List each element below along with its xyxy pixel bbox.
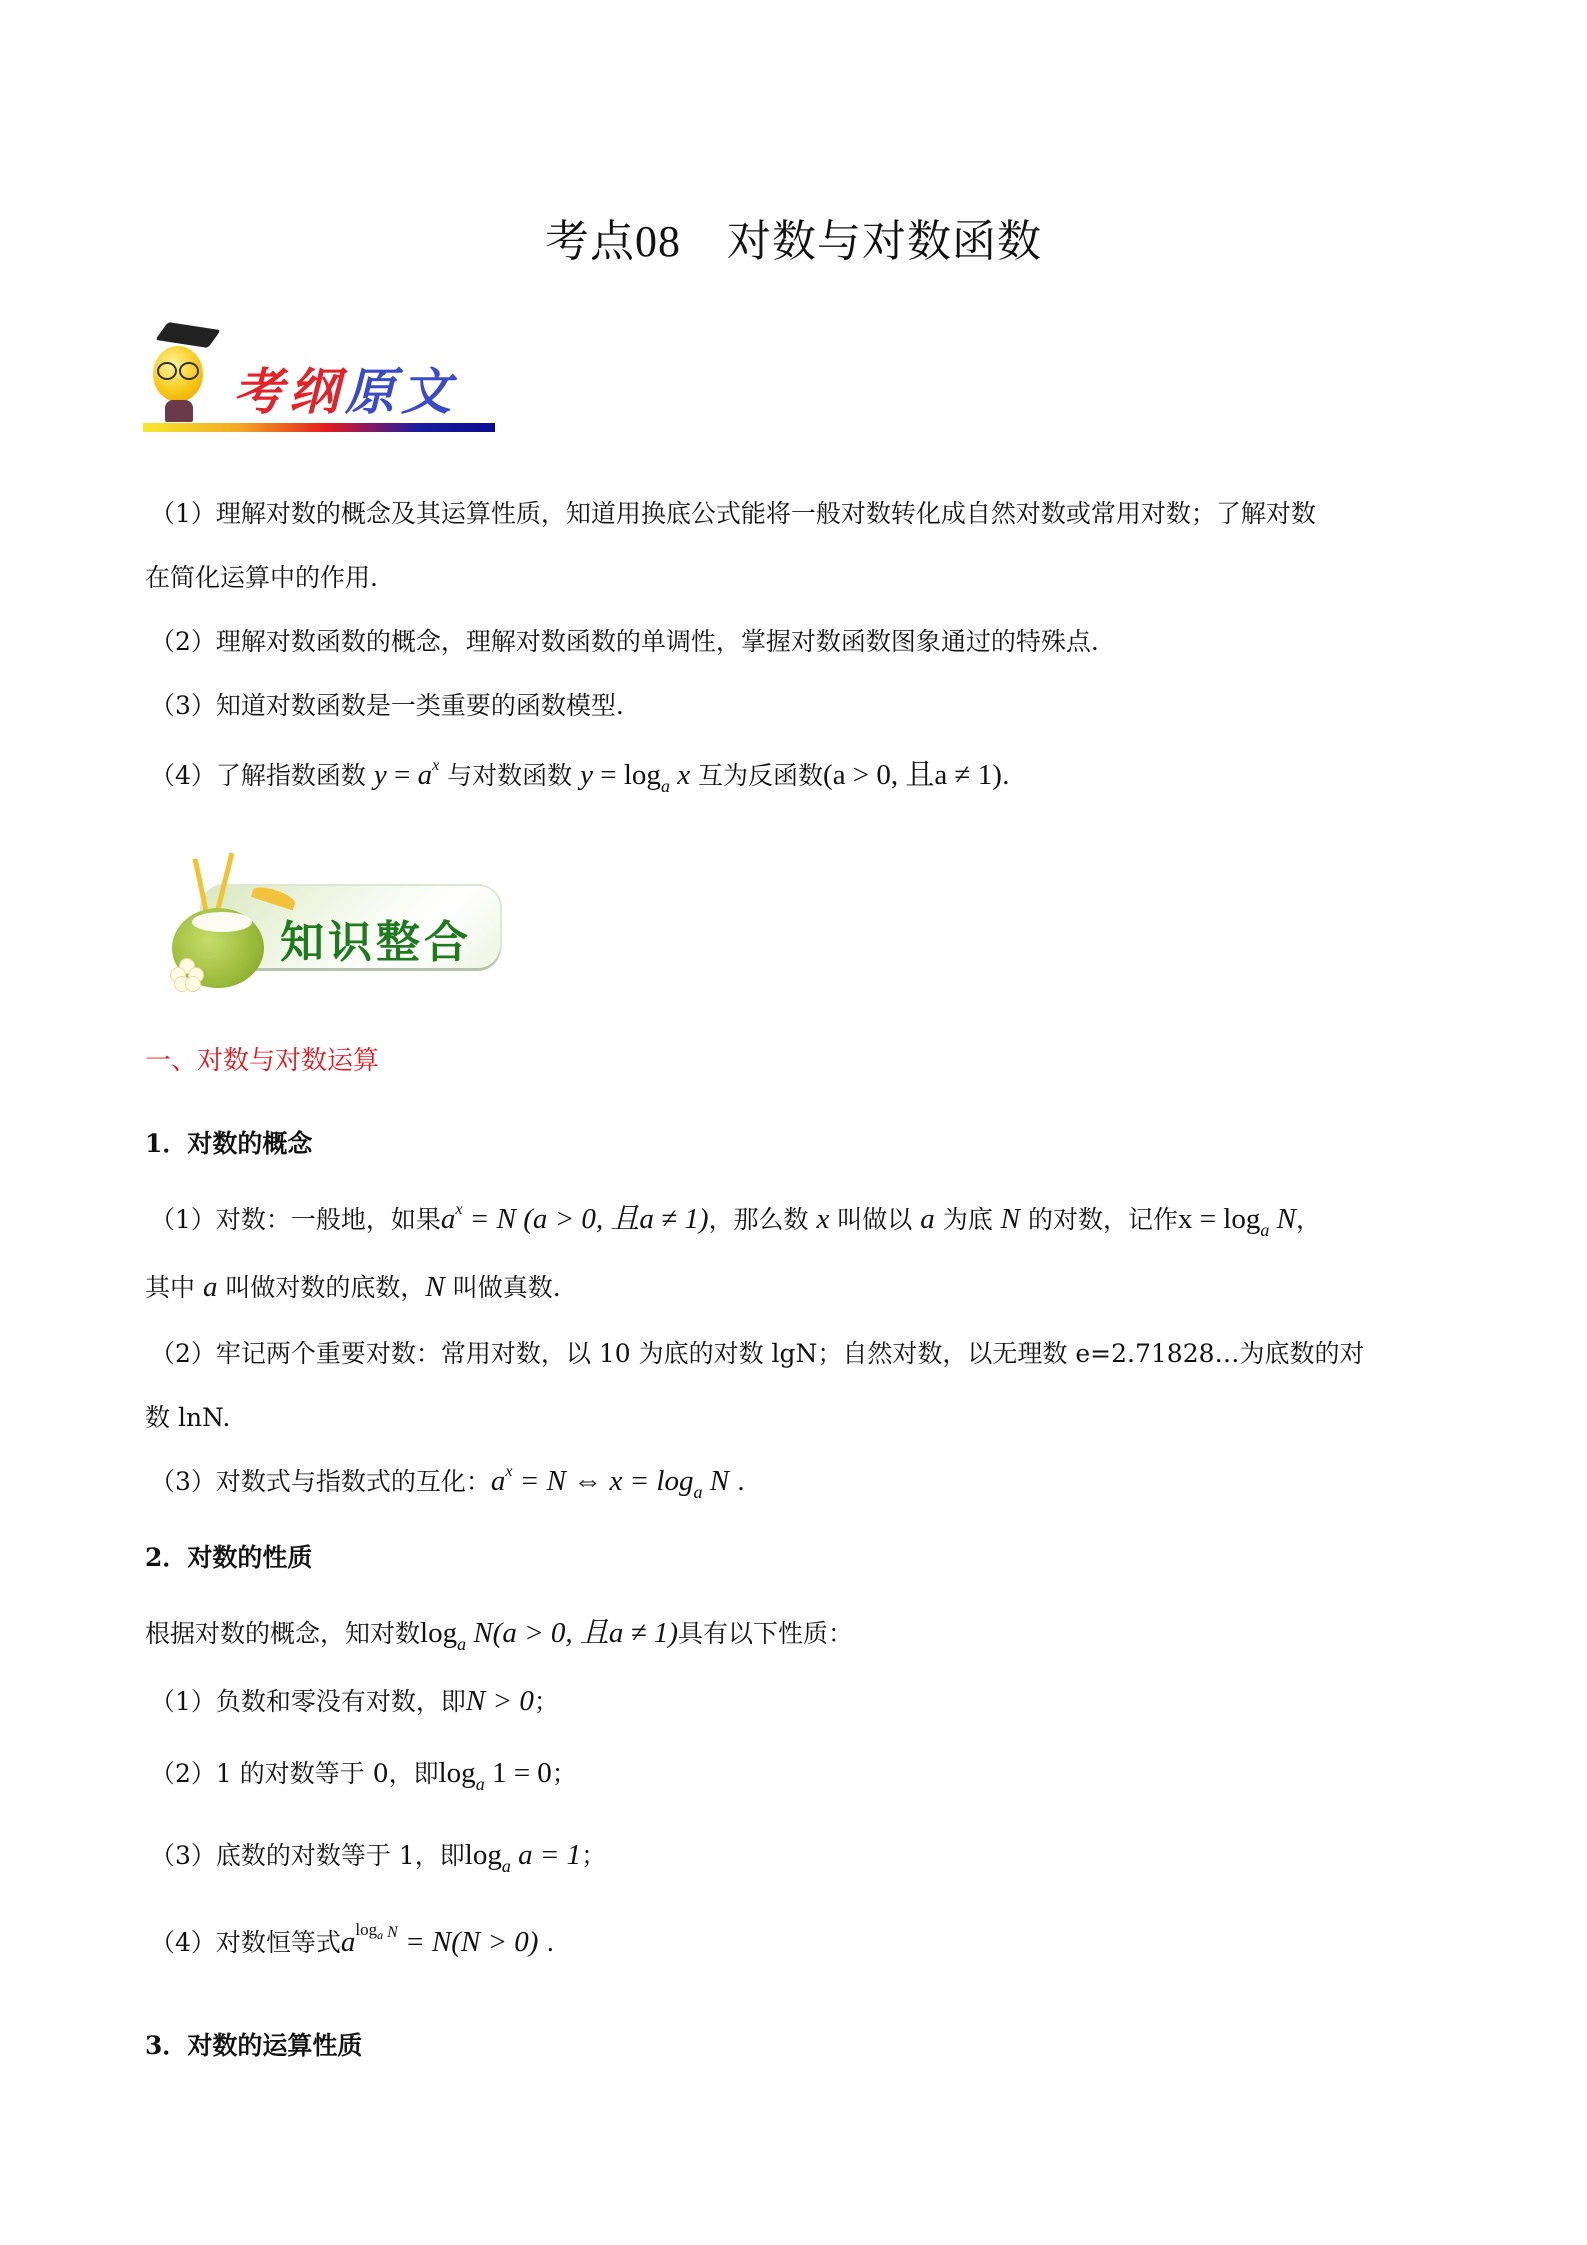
formula-sub: a	[501, 1856, 511, 1876]
concept-para-3	[150, 1462, 745, 1503]
title-number: 08	[635, 217, 681, 266]
formula: 1 = 0	[484, 1757, 552, 1789]
para-text: 对数：一般地，如果	[215, 1205, 441, 1234]
formula: (a > 0, 且a ≠ 1)	[823, 759, 1002, 791]
para-text: 数 lnN.	[145, 1403, 231, 1432]
formula: a	[202, 1271, 218, 1303]
concept-para-1-cont	[145, 1268, 561, 1304]
item-number: （1）	[150, 1687, 216, 1716]
para-text: ，那么数	[708, 1205, 817, 1234]
punct: .	[729, 1467, 745, 1496]
knowledge-banner-label: 知识整合	[280, 917, 472, 968]
formula-sup-sub: a	[377, 1928, 384, 1942]
para-text: 叫做真数.	[444, 1273, 561, 1302]
page-title	[0, 205, 1587, 269]
formula: log	[420, 1617, 458, 1649]
property-4	[150, 1920, 554, 1959]
formula-sub: a	[1260, 1220, 1270, 1240]
item-text: 互为反函数	[698, 761, 824, 790]
item-text: 理解对数的概念及其运算性质，知道用换底公式能将一般对数转化成自然对数或常用对数；了解对数	[215, 499, 1316, 528]
section-heading: 一、对数与对数运算	[145, 1046, 380, 1076]
formula-sup: log	[355, 1920, 378, 1939]
para-text: 1 的对数等于 0，即	[215, 1759, 439, 1788]
item-number: （3）	[150, 691, 216, 720]
formula: a	[340, 1926, 356, 1958]
formula: =	[386, 759, 418, 791]
formula: y	[580, 759, 594, 791]
formula: a	[490, 1465, 506, 1497]
formula: = log	[593, 759, 661, 791]
formula: N > 0	[465, 1685, 534, 1717]
knowledge-banner	[152, 850, 504, 990]
item-text: 与对数函数	[447, 761, 573, 790]
properties-intro	[145, 1610, 853, 1655]
formula-sub: a	[693, 1482, 703, 1502]
punct: ；	[551, 1759, 577, 1788]
item-number: （3）	[150, 1467, 216, 1496]
item-number: （2）	[150, 1339, 216, 1368]
formula: N	[425, 1271, 445, 1303]
subsection-heading-2: 2．对数的性质	[145, 1543, 313, 1572]
punct: .	[1001, 761, 1010, 790]
property-3	[150, 1836, 606, 1877]
punct: ，	[1295, 1205, 1321, 1234]
para-text: 底数的对数等于 1，即	[215, 1841, 465, 1870]
formula: x = log	[1177, 1203, 1261, 1235]
formula: log	[438, 1757, 476, 1789]
item-text: 理解对数函数的概念，理解对数函数的单调性，掌握对数函数图象通过的特殊点.	[215, 627, 1099, 656]
title-topic: 对数与对数函数	[727, 216, 1042, 267]
para-text: 其中	[145, 1273, 203, 1302]
para-text: 负数和零没有对数，即	[215, 1687, 466, 1716]
punct: .	[538, 1928, 555, 1957]
graduation-cap-icon	[155, 322, 221, 348]
item-number: （4）	[150, 1928, 216, 1957]
punct: ；	[581, 1841, 607, 1870]
flower-icon	[170, 958, 202, 988]
formula-sub: a	[475, 1774, 485, 1794]
syllabus-item-3	[150, 686, 624, 722]
formula-sub: a	[457, 1634, 467, 1654]
syllabus-item-2	[150, 622, 1099, 658]
item-number: （2）	[150, 1759, 216, 1788]
property-2	[150, 1754, 577, 1795]
formula: x	[816, 1203, 830, 1235]
subsection-heading-3: 3．对数的运算性质	[145, 2031, 363, 2060]
syllabus-item-4	[150, 752, 1010, 797]
item-number: （4）	[150, 761, 216, 790]
formula: x	[669, 759, 691, 791]
para-text: 根据对数的概念，知对数	[145, 1619, 421, 1648]
para-text: 对数式与指数式的互化：	[215, 1467, 491, 1496]
coconut-rim	[192, 912, 252, 932]
glasses-icon	[157, 362, 201, 378]
formula: log	[464, 1839, 502, 1871]
item-text: 知道对数函数是一类重要的函数模型.	[215, 691, 624, 720]
para-text: 牢记两个重要对数：常用对数，以 10 为底的对数 lgN；自然对数，以无理数 e=2.71828…为底数的对	[215, 1339, 1365, 1368]
formula: N	[1000, 1203, 1020, 1235]
syllabus-item-1-cont	[145, 558, 378, 594]
property-1	[150, 1682, 559, 1718]
formula: a = 1	[510, 1839, 582, 1871]
mascot-body	[165, 400, 193, 422]
item-text: 了解指数函数	[215, 761, 366, 790]
concept-para-2	[150, 1334, 1365, 1370]
syllabus-banner-label	[233, 352, 457, 424]
formula: N	[1269, 1203, 1296, 1235]
banner-label-red: 考纲	[233, 362, 345, 421]
item-number: （1）	[150, 499, 216, 528]
item-number: （1）	[150, 1205, 216, 1234]
formula: a	[417, 759, 433, 791]
formula-sup: N	[383, 1924, 398, 1941]
formula: N(a > 0, 且a ≠ 1)	[466, 1617, 678, 1649]
para-text: 叫做对数的底数，	[217, 1273, 426, 1302]
concept-para-2-cont	[145, 1398, 230, 1434]
formula: a	[920, 1203, 935, 1235]
formula: = N ⇔ x = log	[512, 1465, 694, 1497]
item-number: （3）	[150, 1841, 216, 1870]
syllabus-item-1	[150, 494, 1316, 530]
para-text: 对数恒等式	[215, 1928, 341, 1957]
formula: (a > 0, 且a ≠ 1)	[515, 1203, 709, 1235]
formula-sub: a	[660, 776, 670, 796]
para-text: 为底	[934, 1205, 1001, 1234]
formula: N	[702, 1465, 730, 1497]
para-text: 具有以下性质：	[677, 1619, 853, 1648]
para-text: 叫做以	[829, 1205, 921, 1234]
subsection-heading-1: 1．对数的概念	[145, 1129, 313, 1158]
item-text: 在简化运算中的作用.	[145, 563, 378, 592]
formula-sup: x	[505, 1463, 513, 1480]
formula-sup: x	[432, 757, 440, 774]
formula-sup: x	[455, 1201, 463, 1218]
gradient-underline	[143, 423, 495, 432]
formula: y	[373, 759, 387, 791]
item-number: （2）	[150, 627, 216, 656]
punct: ；	[533, 1687, 559, 1716]
formula: = N(N > 0)	[397, 1926, 539, 1958]
syllabus-banner	[143, 318, 501, 436]
formula: = N	[462, 1203, 516, 1235]
para-text: 的对数，记作	[1020, 1205, 1178, 1234]
banner-label-blue: 原文	[345, 362, 457, 421]
formula: a	[440, 1203, 456, 1235]
title-prefix: 考点	[545, 216, 635, 267]
concept-para-1	[150, 1196, 1321, 1241]
